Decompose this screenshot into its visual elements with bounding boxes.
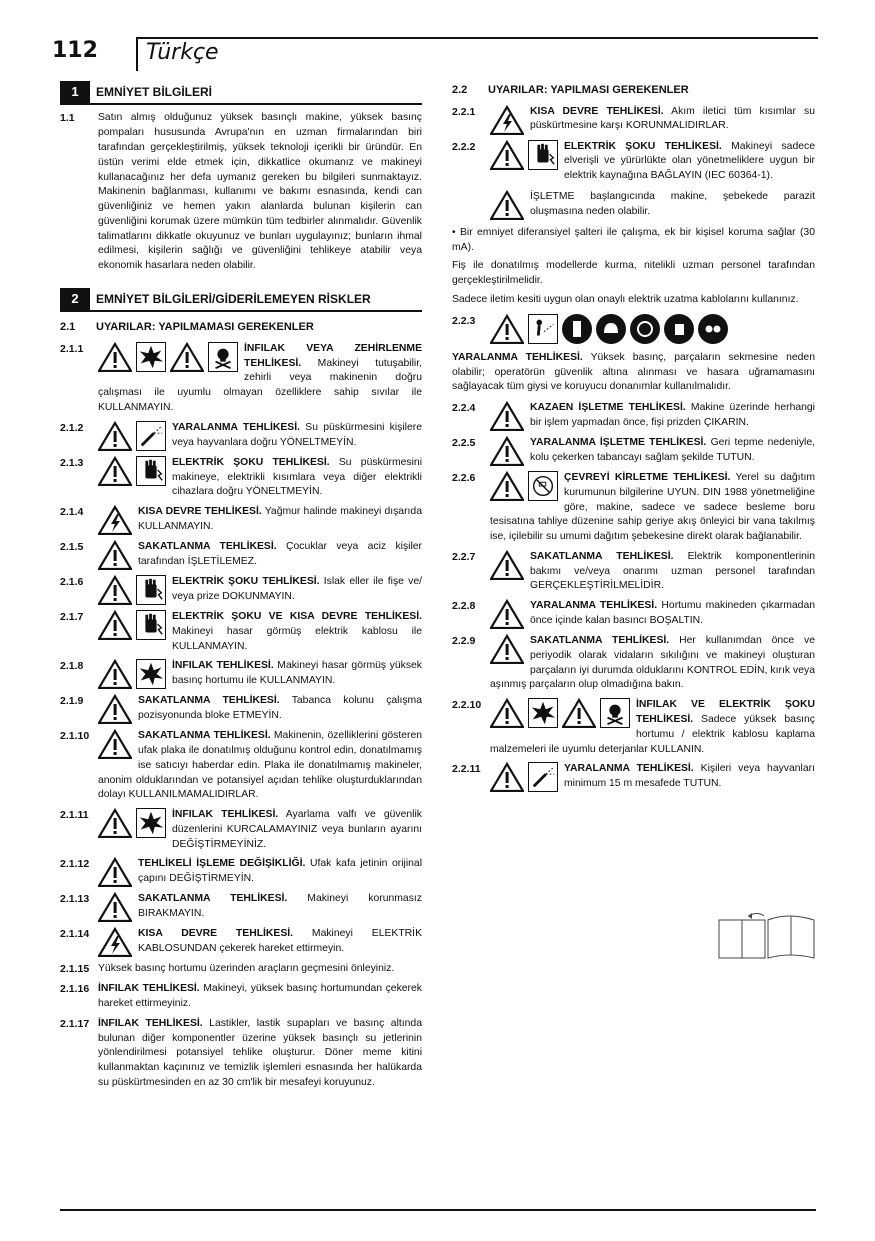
item-2-2-11 bbox=[452, 762, 815, 792]
item-number: 2.2.3 bbox=[452, 314, 476, 327]
right-column bbox=[452, 81, 815, 797]
warning-triangle-icon bbox=[98, 575, 132, 605]
item-2-2-2 bbox=[452, 140, 815, 184]
item-2-1-1 bbox=[60, 342, 422, 416]
item-text: Makineyi tutuşabilir, zehirli veya makinenin doğru çalışması ile uyumlu olmayan özelliklere sahip sıvılar ile KULLANMAYIN. bbox=[98, 357, 422, 413]
item-hazard-title: SAKATLANMA TEHLİKESİ. bbox=[138, 730, 271, 742]
item-number: 2.2.9 bbox=[452, 635, 476, 648]
warning-icons bbox=[98, 540, 132, 570]
item-text: Makineyi hasar görmüş elektrik kablosu ile KULLANMAYIN. bbox=[172, 625, 422, 652]
item-number: 2.1.7 bbox=[60, 611, 84, 624]
warning-triangle-icon bbox=[490, 436, 524, 466]
footer-rule bbox=[60, 1209, 816, 1211]
warning-triangle-icon bbox=[98, 857, 132, 887]
item-text: Lastikler, lastik supapları ve basınç altında bulunan diğer komponentler üzerine yüksek basınçlı su jetlerinin yönlendirilmesi potansiyel tehlike oluşturur. Döner meme kitini kullanmaktan kaçınınız ve temizlik işlemleri esnasında her halükarda su püskürtmesinden en az 30 cm'lik bir mesafeyi koruyunuz. bbox=[98, 1017, 422, 1088]
item-2-2-4 bbox=[452, 401, 815, 431]
warning-triangle-icon bbox=[490, 599, 524, 629]
explosion-icon bbox=[136, 659, 166, 689]
item-2-1-6 bbox=[60, 575, 422, 605]
item-2-1-8 bbox=[60, 659, 422, 689]
item-2-1-5 bbox=[60, 540, 422, 570]
item-text: Her kullanımdan önce ve periyodik olarak vidaların sıkılığını ve makineyi oluşturan parçaların iyi durumda olduklarını KONTROL EDİN, kırık veya aşınmış parçaların olup olmadığına bakın. bbox=[490, 635, 815, 691]
warning-triangle-icon bbox=[98, 892, 132, 922]
bullet-text: • Bir emniyet diferansiyel şalteri ile çalışma, ek bir kişisel koruma sağlar (30 mA). bbox=[452, 226, 815, 253]
section-2-header bbox=[60, 288, 422, 312]
item-2-2-3 bbox=[452, 314, 815, 348]
item-hazard-title: YARALANMA TEHLİKESİ. bbox=[172, 421, 301, 433]
warning-icons bbox=[490, 698, 630, 728]
warning-icons bbox=[490, 550, 524, 580]
warning-icons bbox=[98, 857, 132, 887]
warning-triangle-icon bbox=[98, 421, 132, 451]
subsection-number: 2.2 bbox=[452, 84, 468, 96]
electric-warning-icon bbox=[98, 505, 132, 535]
item-2-2-1 bbox=[452, 105, 815, 135]
warning-icons bbox=[490, 436, 524, 466]
left-column bbox=[60, 81, 422, 1096]
item-number: 2.1.4 bbox=[60, 506, 84, 519]
item-text: Hortumu makineden çıkarmadan önce içinde kalan basıncı BOŞALTIN. bbox=[530, 600, 816, 626]
electric-hand-icon bbox=[136, 575, 166, 605]
item-hazard-title: SAKATLANMA TEHLİKESİ. bbox=[530, 635, 670, 647]
item-number: 2.1.3 bbox=[60, 456, 84, 469]
electric-hand-icon bbox=[528, 140, 558, 170]
item-number: 2.1.2 bbox=[60, 421, 84, 434]
warning-icons bbox=[98, 342, 238, 372]
item-number: 2.1.17 bbox=[60, 1017, 90, 1030]
item-text: Yerel su dağıtım kurumunun bilgilerine UYUN. DIN 1988 yönetmeliğine göre, makine, sadece ve sadece besleme boru tesisatına tahliye düzenine sahip geriye akış önleyici bir vana takılmış ise, içilebilir su umumi dağıtım şebekesine direkt olarak bağlanabilir. bbox=[490, 472, 816, 543]
item-text: Çocuklar veya aciz kişiler tarafından İŞLETİLEMEZ. bbox=[138, 541, 423, 567]
section-title: EMNİYET BİLGİLERİ bbox=[96, 84, 213, 99]
warning-icons bbox=[98, 694, 132, 724]
warning-icons bbox=[98, 808, 166, 838]
warning-triangle-icon bbox=[490, 698, 524, 728]
item-hazard-title: İNFILAK VE ELEKTRİK ŞOKU TEHLİKESİ. bbox=[636, 699, 815, 725]
item-hazard-title: SAKATLANMA TEHLİKESİ. bbox=[138, 541, 277, 553]
item-number: 2.1.8 bbox=[60, 660, 84, 673]
item-hazard-title: İNFILAK VEYA ZEHİRLENME TEHLİKESİ. bbox=[244, 342, 422, 369]
item-text: Yağmur halinde makineyi dışarıda KULLANMAYIN. bbox=[138, 506, 422, 532]
section-title: EMNİYET BİLGİLERİ/GİDERİLEMEYEN RİSKLER bbox=[96, 291, 371, 306]
item-text: Makineyi hasar görmüş yüksek basınç hortumu ile KULLANMAYIN. bbox=[172, 660, 422, 687]
item-hazard-title: YARALANMA TEHLİKESİ. bbox=[452, 351, 583, 363]
item-hazard-title: SAKATLANMA TEHLİKESİ. bbox=[530, 550, 674, 562]
item-text: Ayarlama valfı ve güvenlik düzenlerini KURCALAMAYINIZ veya bunların ayarını DEĞİŞTİRMEYİNİZ. bbox=[172, 809, 422, 850]
item-number: 2.1.14 bbox=[60, 928, 90, 941]
item-hazard-title: ELEKTRİK ŞOKU VE KISA DEVRE TEHLİKESİ. bbox=[172, 611, 422, 623]
warning-icons bbox=[98, 505, 132, 535]
section-number: 2 bbox=[60, 288, 90, 310]
explosion-icon bbox=[528, 698, 558, 728]
warning-icons bbox=[490, 599, 524, 629]
item-2-1-7 bbox=[60, 610, 422, 654]
spray-injury-icon bbox=[136, 421, 166, 451]
item-2-1-10 bbox=[60, 729, 422, 803]
subsection-title: UYARILAR: YAPILMAMASI GEREKENLER bbox=[96, 321, 314, 334]
item-text: Ufak kafa jetinin orijinal çapını DEĞİŞTİRMEYİN. bbox=[138, 858, 422, 885]
warning-icons bbox=[98, 659, 166, 689]
explosion-icon bbox=[136, 808, 166, 838]
warning-triangle-icon bbox=[490, 314, 524, 344]
item-2-2-3-text bbox=[452, 351, 815, 395]
item-number: 2.2.7 bbox=[452, 550, 476, 563]
item-2-1-13 bbox=[60, 892, 422, 922]
item-text: Tabanca kolunu çalışma pozisyonunda bloke ETMEYİN. bbox=[138, 695, 422, 722]
item-2-1-12 bbox=[60, 857, 422, 887]
item-text: Satın almış olduğunuz yüksek basınçlı makine, yüksek basınç pompaları hususunda Avrupa'nın en uzman firmalarından biri tarafından gerçekleştirilmiş, yüksek teknoloji içerikli bir üründür. En üstün verimi elde etmek için, dikkatlice okumanız ve makineyi kullanacağınız her defa uymanız gereken bu bilgileri sunmaktayız. Makinenin bağlanması, kullanımı ve bakımı esnasında, kendi can güvenliğiniz ve hemen yakın alanlarda bulunan kişilerin can güvenliğini korumak üzere mümkün tüm tedbirler alınmalıdır. Güvenlik talimatlarını dikkatle okuyunuz ve bunları uygulayınız; bunların ihmal edilmesi, kişilerin sağlığı ve güvenliğini tehlikeye atabilir veya ekonomik hasarlara neden olabilir. bbox=[98, 112, 422, 272]
helmet-icon bbox=[596, 314, 626, 344]
item-hazard-title: YARALANMA İŞLETME TEHLİKESİ. bbox=[530, 437, 707, 449]
item-hazard-title: TEHLİKELİ İŞLEME DEĞİŞİKLİĞİ. bbox=[138, 858, 306, 870]
item-number: 2.2.11 bbox=[452, 763, 481, 776]
item-number: 2.1.10 bbox=[60, 730, 90, 743]
item-2-1-16 bbox=[60, 982, 422, 1012]
warning-icons bbox=[490, 105, 524, 135]
warning-icons bbox=[98, 456, 166, 486]
warning-triangle-icon bbox=[98, 456, 132, 486]
warning-triangle-icon bbox=[490, 550, 524, 580]
item-hazard-title: KISA DEVRE TEHLİKESİ. bbox=[138, 506, 262, 518]
item-text: Makineyi korunmasız BIRAKMAYIN. bbox=[138, 893, 422, 920]
item-hazard-title: ELEKTRİK ŞOKU TEHLİKESİ. bbox=[564, 140, 722, 152]
item-text: Yüksek basınç, parçaların sekmesine neden olabilir; operatörün güvenlik altına alınması ve hasara uğramamasını sağlayacak tüm giysi ve koruyucu donanımlar kullanılmalıdır. bbox=[452, 351, 815, 393]
warning-triangle-icon bbox=[562, 698, 596, 728]
warning-icons bbox=[98, 892, 132, 922]
item-number: 2.1.1 bbox=[60, 342, 84, 355]
item-text: Makine üzerinde herhangi bir işlem yapmadan önce, fişi prizden ÇIKARIN. bbox=[530, 402, 815, 428]
item-hazard-title: ÇEVREYİ KİRLETME TEHLİKESİ. bbox=[564, 472, 731, 484]
item-hazard-title: KAZAEN İŞLETME TEHLİKESİ. bbox=[530, 402, 686, 414]
paragraph-text: Fiş ile donatılmış modellerde kurma, nitelikli uzman personel tarafından gerçekleştirilmelidir. bbox=[452, 260, 815, 287]
item-hazard-title: İNFILAK TEHLİKESİ. bbox=[172, 809, 279, 821]
item-number: 2.2.1 bbox=[452, 105, 476, 118]
item-number: 2.2.2 bbox=[452, 140, 476, 153]
subsection-2-2 bbox=[452, 83, 815, 99]
item-text: Akım iletici tüm kısımlar su püskürtmesine karşı KORUNMALIDIRLAR. bbox=[530, 105, 815, 132]
item-2-1-11 bbox=[60, 808, 422, 852]
item-2-1-2 bbox=[60, 421, 422, 451]
note-block bbox=[490, 190, 815, 220]
item-text: Makineyi, yüksek basınç hortumundan çekerek hareket ettirmeyiniz. bbox=[98, 983, 422, 1010]
item-number: 2.1.12 bbox=[60, 858, 90, 871]
item-number: 2.1.5 bbox=[60, 541, 84, 554]
electric-hand-icon bbox=[136, 456, 166, 486]
item-number: 2.2.5 bbox=[452, 437, 476, 450]
skull-icon bbox=[600, 698, 630, 728]
item-hazard-title: SAKATLANMA TEHLİKESİ. bbox=[138, 893, 288, 905]
warning-icons bbox=[98, 927, 132, 957]
item-number: 2.2.6 bbox=[452, 472, 476, 485]
item-2-1-14 bbox=[60, 927, 422, 957]
item-number: 1.1 bbox=[60, 112, 75, 125]
warning-icons bbox=[98, 575, 166, 605]
item-2-1-17 bbox=[60, 1017, 422, 1091]
item-2-1-4 bbox=[60, 505, 422, 535]
item-hazard-title: SAKATLANMA TEHLİKESİ. bbox=[138, 695, 280, 707]
warning-triangle-icon bbox=[490, 762, 524, 792]
page-turn-icon bbox=[718, 912, 816, 960]
warning-triangle-icon bbox=[98, 808, 132, 838]
warning-triangle-icon bbox=[98, 610, 132, 640]
item-text: Islak eller ile fişe ve/ veya prize DOKUNMAYIN. bbox=[172, 576, 422, 602]
item-text: Geri tepme nedeniyle, kolu çekerken tabancayı sağlam şekilde TUTUN. bbox=[530, 437, 815, 463]
warning-triangle-icon bbox=[490, 140, 524, 170]
item-number: 2.1.6 bbox=[60, 576, 84, 589]
warning-icons bbox=[490, 190, 524, 220]
item-number: 2.2.4 bbox=[452, 402, 476, 415]
item-text: Su püskürmesini kişilere veya hayvanlara doğru YÖNELTMEYİN. bbox=[172, 421, 422, 448]
warning-icons bbox=[490, 762, 558, 792]
item-hazard-title: KISA DEVRE TEHLİKESİ. bbox=[138, 928, 294, 940]
item-text: Makineyi sadece elverişli ve yürürlükte olan yönetmeliklere uygun bir elektrik kaynağına BAĞLAYIN (IEC 60364-1). bbox=[564, 140, 815, 182]
item-2-2-5 bbox=[452, 436, 815, 466]
item-2-1-3 bbox=[60, 456, 422, 500]
page-number: 112 bbox=[52, 38, 98, 63]
item-hazard-title: İNFILAK TEHLİKESİ. bbox=[98, 983, 200, 995]
item-text: Makinenin, özelliklerini gösteren ufak plaka ile donatılmış olduğunu kontrol edin, donatılmamış ise satıcıyı haberdar edin. Plaka ile donatılmamış makineler, anonim olduklarından ve potansiyel açıdan tehlike oluşturduklarından dolayı KULLANILMAMALIDIRLAR. bbox=[98, 730, 423, 801]
item-2-2-8 bbox=[452, 599, 815, 629]
gloves-icon bbox=[664, 314, 694, 344]
item-2-1-15 bbox=[60, 962, 422, 977]
ear-protection-icon bbox=[630, 314, 660, 344]
warning-icons bbox=[98, 610, 166, 640]
warning-icons bbox=[490, 140, 558, 170]
language-title: Türkçe bbox=[146, 40, 219, 65]
paragraph-text: Sadece iletim kesiti uygun olan onaylı elektrik uzatma kablolarını kullanınız. bbox=[452, 293, 799, 305]
warning-triangle-icon bbox=[170, 342, 204, 372]
electric-hand-icon bbox=[136, 610, 166, 640]
warning-triangle-icon bbox=[490, 401, 524, 431]
item-text: Yüksek basınç hortumu üzerinden araçların geçmesini önleyiniz. bbox=[98, 963, 395, 975]
item-text: Su püskürmesini makineye, elektrikli kısımlara veya diğer elektrikli cihazlara doğru YÖNELTMEYİN. bbox=[172, 456, 423, 498]
item-hazard-title: İNFILAK TEHLİKESİ. bbox=[98, 1017, 203, 1029]
item-number: 2.1.16 bbox=[60, 983, 90, 996]
item-hazard-title: YARALANMA TEHLİKESİ. bbox=[530, 600, 658, 612]
section-number: 1 bbox=[60, 81, 90, 103]
item-2-2-9 bbox=[452, 634, 815, 693]
item-2-2-10 bbox=[452, 698, 815, 757]
protective-equipment-icons bbox=[490, 314, 809, 344]
ricochet-icon bbox=[528, 314, 558, 344]
item-number: 2.1.9 bbox=[60, 695, 84, 708]
warning-triangle-icon bbox=[98, 540, 132, 570]
item-text: Sadece yüksek basınç hortumu / elektrik kablosu kaplama malzemeleri ile uyumlu deterjanlar KULLANIN. bbox=[490, 713, 815, 755]
item-text: Elektrik komponentlerinin bakımı ve/veya onarımı uzman personel tarafından GERÇEKLEŞTİRİLMELİDİR. bbox=[530, 550, 815, 592]
item-hazard-title: YARALANMA TEHLİKESİ. bbox=[564, 763, 694, 775]
warning-icons bbox=[98, 421, 166, 451]
note-text: İŞLETME başlangıcında makine, şebekede parazit oluşmasına neden olabilir. bbox=[530, 190, 815, 217]
skull-icon bbox=[208, 342, 238, 372]
warning-triangle-icon bbox=[98, 659, 132, 689]
item-2-1-9 bbox=[60, 694, 422, 724]
warning-triangle-icon bbox=[490, 634, 524, 664]
item-hazard-title: ELEKTRİK ŞOKU TEHLİKESİ. bbox=[172, 576, 320, 588]
item-2-2-6 bbox=[452, 471, 815, 545]
item-number: 2.1.15 bbox=[60, 963, 90, 976]
electric-warning-icon bbox=[98, 927, 132, 957]
warning-triangle-icon bbox=[490, 471, 524, 501]
warning-triangle-icon bbox=[98, 694, 132, 724]
warning-icons bbox=[98, 729, 132, 759]
warning-icons bbox=[490, 471, 558, 501]
item-hazard-title: KISA DEVRE TEHLİKESİ. bbox=[530, 105, 664, 117]
warning-triangle-icon bbox=[98, 342, 132, 372]
item-number: 2.2.10 bbox=[452, 699, 482, 712]
no-drinking-water-icon bbox=[528, 471, 558, 501]
subsection-number: 2.1 bbox=[60, 321, 76, 334]
item-2-2-7 bbox=[452, 550, 815, 594]
subsection-title: UYARILAR: YAPILMASI GEREKENLER bbox=[488, 84, 689, 96]
warning-triangle-icon bbox=[98, 729, 132, 759]
goggles-icon bbox=[698, 314, 728, 344]
section-1-header bbox=[60, 81, 422, 105]
warning-icons bbox=[490, 634, 524, 664]
protective-clothing-icon bbox=[562, 314, 592, 344]
header-frame bbox=[136, 37, 818, 71]
subsection-2-1 bbox=[60, 320, 422, 336]
warning-triangle-icon bbox=[490, 190, 524, 220]
item-text: Kişileri veya hayvanları minimum 15 m mesafede TUTUN. bbox=[564, 763, 815, 790]
item-number: 2.1.11 bbox=[60, 809, 89, 822]
item-hazard-title: ELEKTRİK ŞOKU TEHLİKESİ. bbox=[172, 456, 330, 468]
item-number: 2.1.13 bbox=[60, 893, 90, 906]
item-hazard-title: İNFILAK TEHLİKESİ. bbox=[172, 660, 274, 672]
item-text: Makineyi ELEKTRİK KABLOSUNDAN çekerek hareket ettirmeyin. bbox=[138, 928, 422, 955]
item-1-1 bbox=[60, 111, 422, 273]
spray-injury-icon bbox=[528, 762, 558, 792]
electric-warning-icon bbox=[490, 105, 524, 135]
explosion-icon bbox=[136, 342, 166, 372]
warning-icons bbox=[490, 401, 524, 431]
item-number: 2.2.8 bbox=[452, 600, 476, 613]
